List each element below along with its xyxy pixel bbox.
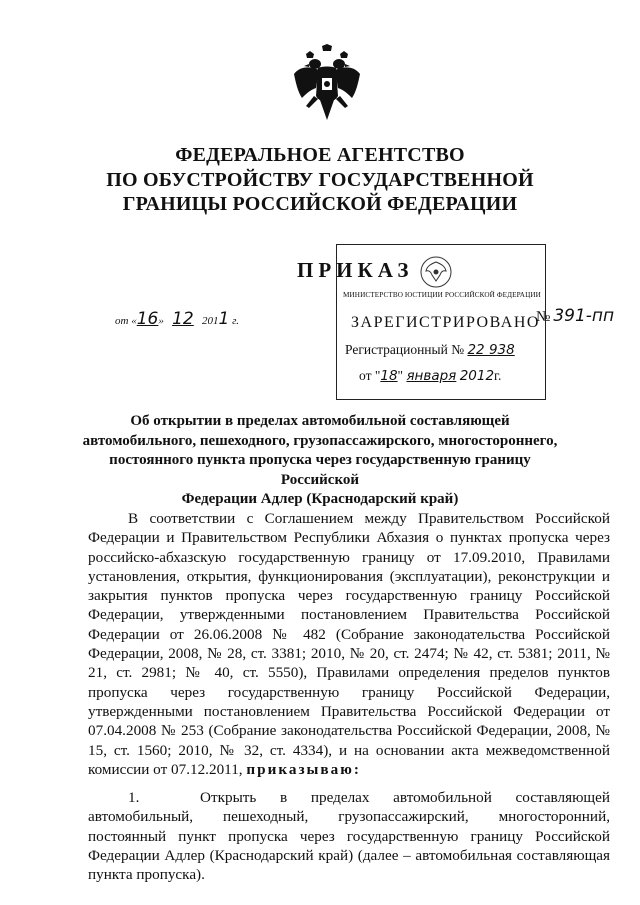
stamp-registration-date: от "18" января 2012г. [359,368,502,384]
stamp-registered-label: ЗАРЕГИСТРИРОВАНО [351,314,540,331]
agency-line-3: ГРАНИЦЫ РОССИЙСКОЙ ФЕДЕРАЦИИ [122,193,518,215]
order-number-value: 391-пп [553,306,615,326]
order-title-line-2: автомобильного, пешеходного, грузопассажирского, многостороннего, [82,432,558,449]
date-day: 16 [136,309,159,329]
date-prefix: от « [115,315,137,327]
stamp-date-year: 2012 [459,368,495,384]
order-title-line-3: постоянного пункта пропуска через государственную границу Российской [109,452,531,488]
order-number-sign: № [536,309,551,325]
stamp-date-prefix: от " [359,368,381,383]
preamble-paragraph [88,509,610,779]
order-title-line-1: Об открытии в пределах автомобильной составляющей [130,413,510,429]
order-item-1-number: 1. [128,789,140,806]
order-item-1-text: Открыть в пределах автомобильной составляющей автомобильный, пешеходный, грузопассажирский, многосторонний, постоянный пункт пропуска через государственную границу Российской Федерации Адлер (Краснодарский край) (далее – автомобильная составляющая пункта пропуска). [88,789,610,884]
stamp-date-suffix: г. [494,368,502,383]
order-word: приказываю: [246,760,361,778]
registration-stamp [336,244,546,400]
stamp-regnum-label: Регистрационный № [345,342,465,357]
coat-of-arms-emblem [292,44,362,126]
date-month: 12 [172,309,194,329]
order-item-1 [88,788,610,884]
order-title-line-4: Федерации Адлер (Краснодарский край) [181,491,459,508]
date-year-digit: 1 [218,309,230,329]
stamp-ministry-name: МИНИСТЕРСТВО ЮСТИЦИИ РОССИЙСКОЙ ФЕДЕРАЦИИ [343,291,541,299]
order-number [536,306,614,326]
stamp-date-day: 18 [380,368,398,384]
date-year-prefix: 201 [201,315,219,327]
preamble-text: В соответствии с Соглашением между Правительством Российской Федерации и Правительством Республики Абхазия о пунктах пропуска через российско-абхазскую государственную границу от 17.09.2010, Правилами установления, открытия, функционирования (эксплуатации), реконструкции и закрытия пунктов пропуска через государственную границу Российской Федерации, утвержденными постановлением Правительства Российской Федерации от 26.06.2008 № 482 (Собрание законодательства Российской Федерации, 2008, № 28, ст. 3381; 2010, № 20, ст. 2474; № 42, ст. 5381; 2011, № 21, ст. 2981; № 40, ст. 5550), Правилами определения пределов пунктов пропуска через государственную границу Российской Федерации, утвержденными постановлением Правительства Российской Федерации от 07.04.2008 № 253 (Собрание законодательства Российской Федерации, 2008, № 15, ст. 1560; 2010, № 32, ст. 4334), и на основании акта межведомственной комиссии от 07.12.2011, [88,510,610,778]
date-suffix: г. [232,315,239,327]
agency-name [0,143,640,217]
stamp-date-month: января [406,368,457,384]
order-title [80,412,560,510]
agency-line-1: ФЕДЕРАЛЬНОЕ АГЕНТСТВО [175,144,465,166]
stamp-regnum-value: 22 938 [467,342,515,358]
document-type-title: ПРИКАЗ [297,258,414,282]
stamp-registration-number [345,342,515,358]
stamp-eagle-icon [419,255,453,289]
order-date [115,309,239,329]
date-close-quote: » [158,315,164,327]
agency-line-2: ПО ОБУСТРОЙСТВУ ГОСУДАРСТВЕННОЙ [106,168,534,191]
